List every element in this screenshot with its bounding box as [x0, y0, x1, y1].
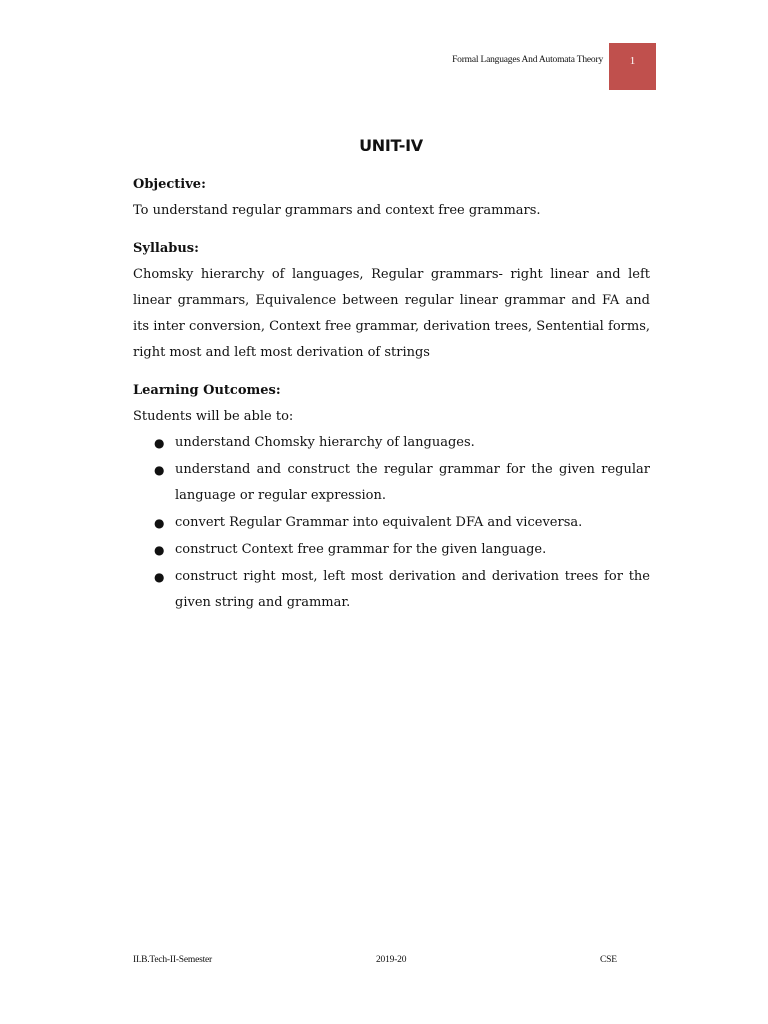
- list-item: ● construct right most, left most derivation and derivation trees for the given string and grammar.: [133, 564, 650, 616]
- bullet-icon: ●: [154, 543, 165, 557]
- list-item: ● understand Chomsky hierarchy of languages.: [133, 430, 650, 456]
- footer-semester: II.B.Tech-II-Semester: [133, 955, 213, 965]
- unit-title: UNIT-IV: [359, 136, 423, 155]
- learning-outcomes-intro: Students will be able to:: [133, 409, 294, 424]
- syllabus-heading: Syllabus:: [133, 241, 199, 256]
- page-content: [133, 172, 650, 617]
- footer-year: 2019-20: [376, 955, 407, 965]
- list-item: ● understand and construct the regular grammar for the given regular language or regular expression.: [133, 457, 650, 509]
- objective-heading: Objective:: [133, 177, 206, 192]
- list-item: ● convert Regular Grammar into equivalent DFA and viceversa.: [133, 510, 650, 536]
- syllabus-text: Chomsky hierarchy of languages, Regular grammars- right linear and left linear grammars, Equivalence between regular linear grammar and FA and its inter conversion, Context free grammar, derivation trees, Sentential forms, right most and left most derivation of strings: [133, 267, 650, 360]
- bullet-icon: ●: [154, 516, 165, 530]
- header-title: Formal Languages And Automata Theory: [452, 55, 603, 65]
- learning-outcomes-heading: Learning Outcomes:: [133, 383, 281, 398]
- bullet-icon: ●: [154, 570, 165, 584]
- learning-outcomes-list: [133, 430, 650, 616]
- bullet-icon: ●: [154, 436, 165, 450]
- page-number-badge: 1: [609, 43, 656, 90]
- objective-text: To understand regular grammars and context free grammars.: [133, 203, 541, 218]
- footer-department: CSE: [600, 955, 617, 965]
- list-item: ● construct Context free grammar for the given language.: [133, 537, 650, 563]
- bullet-icon: ●: [154, 463, 165, 477]
